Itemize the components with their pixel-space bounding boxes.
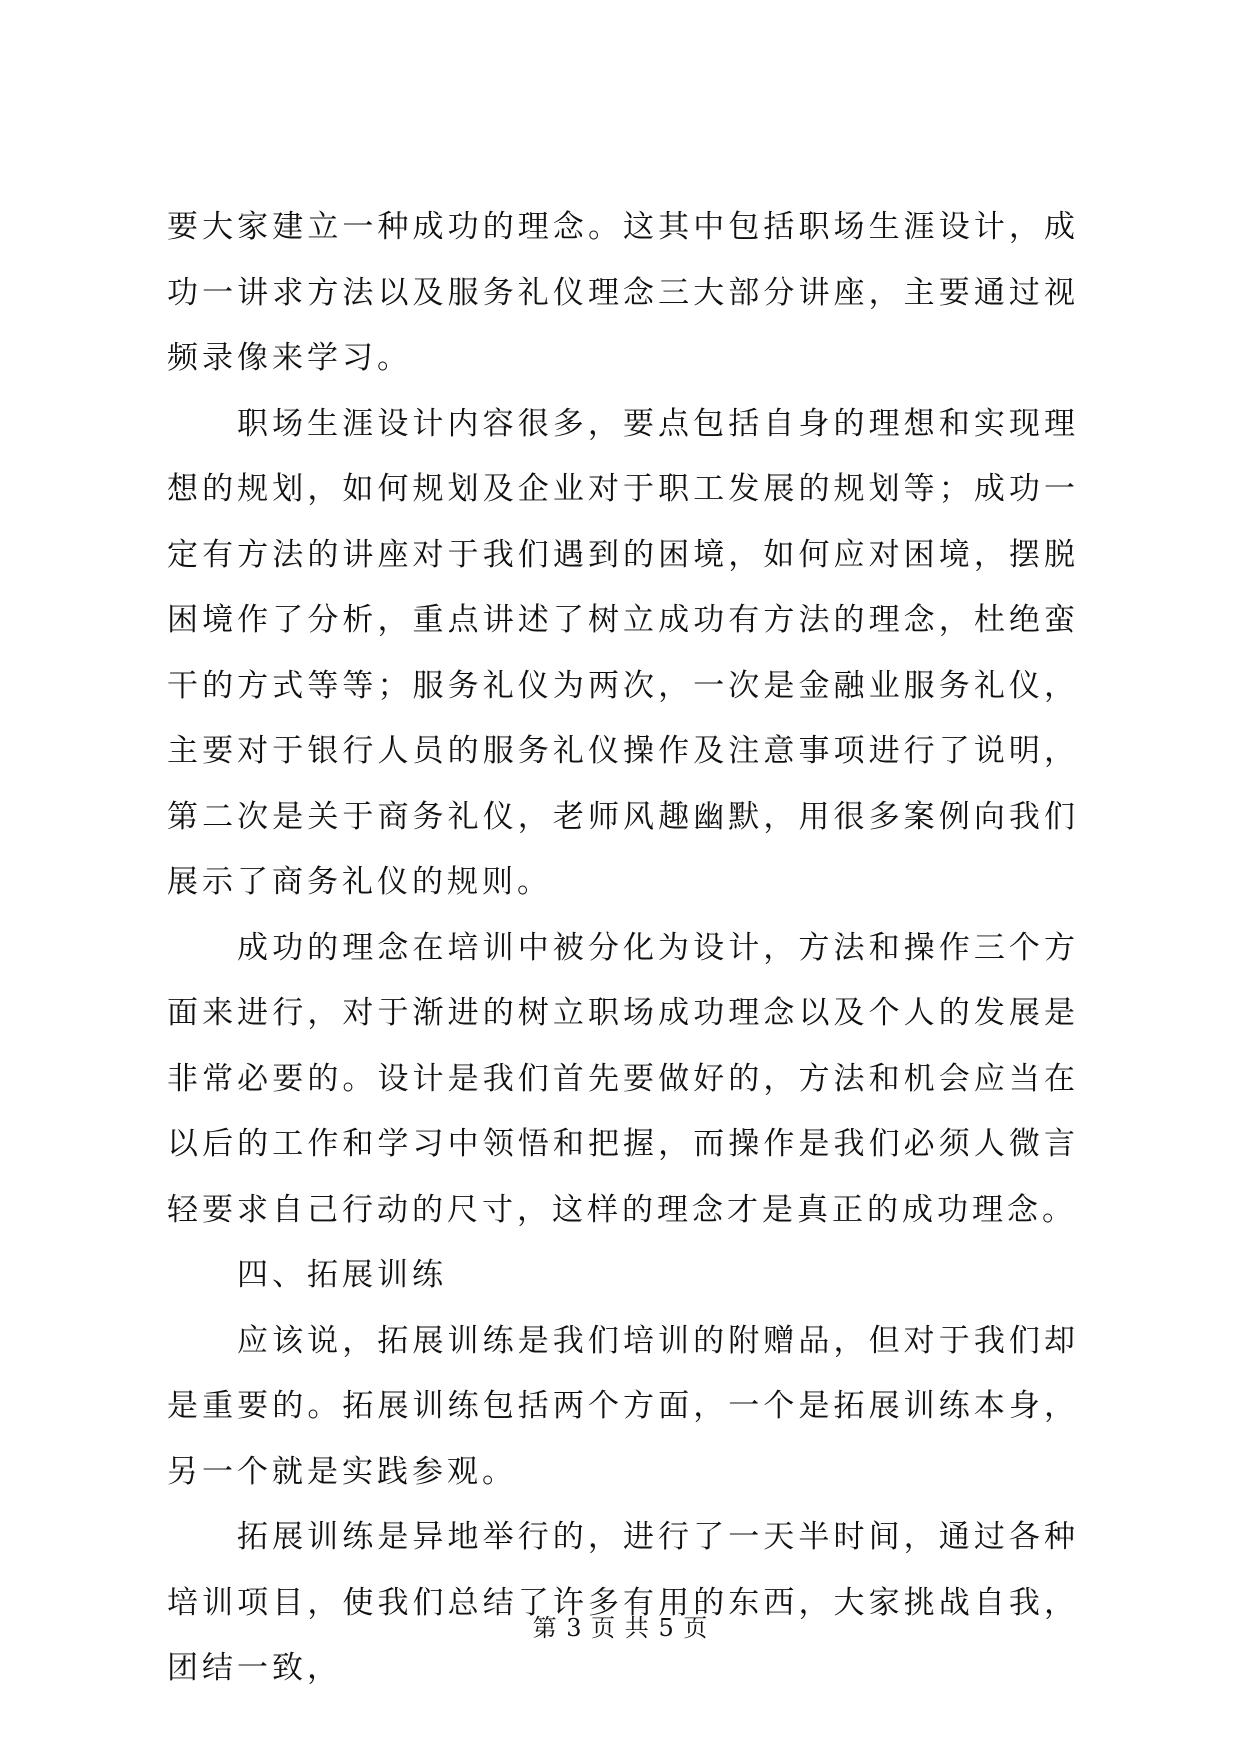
page-footer: 第 3 页 共 5 页 [532,1614,709,1642]
paragraph: 应该说，拓展训练是我们培训的附赠品，但对于我们却是重要的。拓展训练包括两个方面，一个是拓展训练本身，另一个就是实践参观。 [167,1322,1079,1490]
document-body [167,195,1079,1702]
paragraph: 拓展训练是异地举行的，进行了一天半时间，通过各种培训项目，使我们总结了许多有用的东西，大家挑战自我，团结一致， [167,1519,1079,1686]
paragraph: 成功的理念在培训中被分化为设计，方法和操作三个方面来进行，对于渐进的树立职场成功理念以及个人的发展是非常必要的。设计是我们首先要做好的，方法和机会应当在以后的工作和学习中领悟和把握，而操作是我们必须人微言轻要求自己行动的尺寸，这样的理念才是真正的成功理念。 [167,929,1079,1228]
paragraph: 职场生涯设计内容很多，要点包括自身的理想和实现理想的规划，如何规划及企业对于职工发展的规划等；成功一定有方法的讲座对于我们遇到的困境，如何应对困境，摆脱困境作了分析，重点讲述了树立成功有方法的理念，杜绝蛮干的方式等等；服务礼仪为两次，一次是金融业服务礼仪，主要对于银行人员的服务礼仪操作及注意事项进行了说明，第二次是关于商务礼仪，老师风趣幽默，用很多案例向我们展示了商务礼仪的规则。 [167,405,1079,900]
section-heading: 四、拓展训练 [237,1257,447,1293]
paragraph: 要大家建立一种成功的理念。这其中包括职场生涯设计，成功一讲求方法以及服务礼仪理念三大部分讲座，主要通过视频录像来学习。 [167,209,1079,376]
